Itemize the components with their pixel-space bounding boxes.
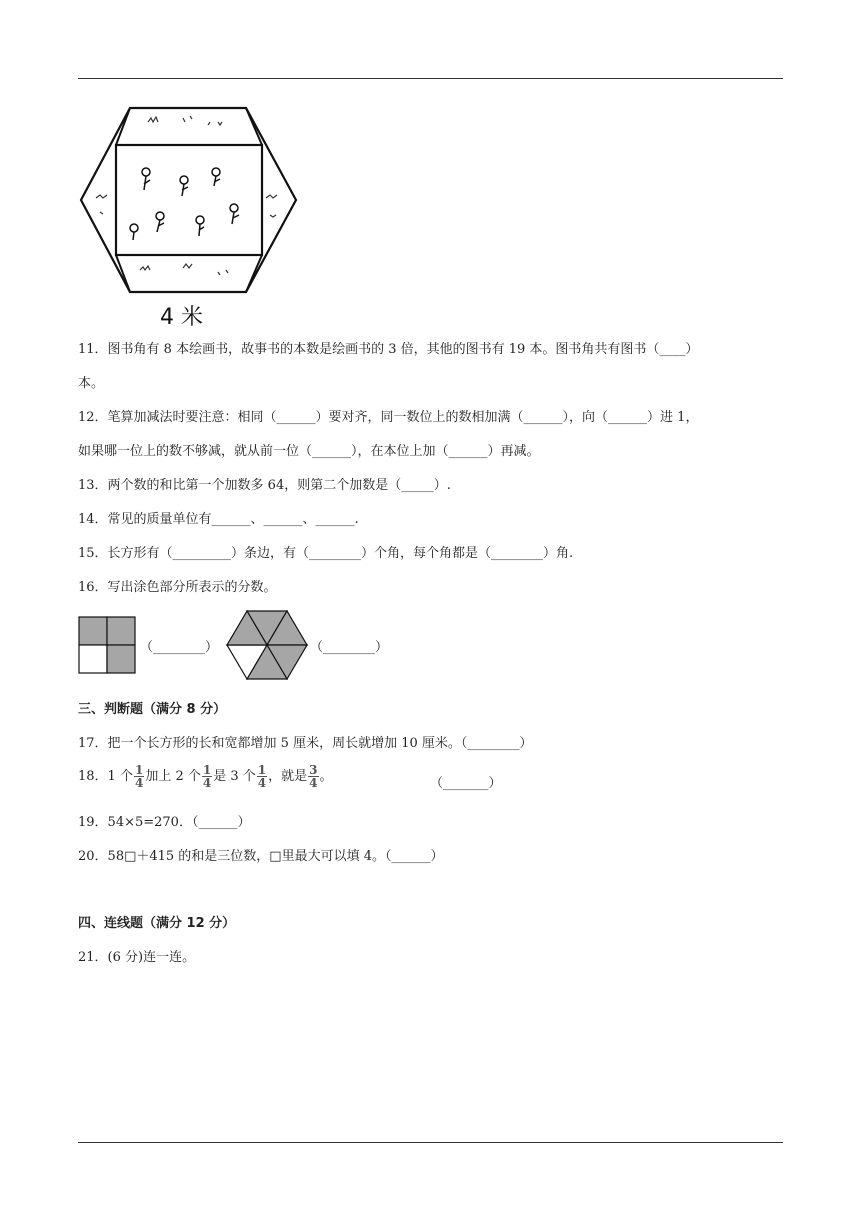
question-20: 20．58□＋415 的和是三位数，□里最大可以填 4。（______） — [78, 849, 444, 864]
question-16: 16．写出涂色部分所表示的分数。 — [78, 580, 277, 595]
q18-num: 18．1 个 — [78, 769, 133, 784]
question-18 — [78, 764, 333, 789]
q18-text1: 加上 2 个 — [145, 769, 201, 784]
fraction-b-denominator: 4 — [202, 776, 212, 790]
fraction-d-denominator: 4 — [309, 776, 318, 790]
fraction-b — [202, 764, 212, 789]
header-rule — [78, 78, 783, 79]
fraction-d-numerator: 3 — [309, 763, 318, 777]
question-19: 19．54×5=270．（______） — [78, 815, 251, 830]
question-17: 17．把一个长方形的长和宽都增加 5 厘米，周长就增加 10 厘米。（________） — [78, 736, 533, 751]
question-11-line1: 11．图书角有 8 本绘画书，故事书的本数是绘画书的 3 倍，其他的图书有 19 本。图书角共有图书（____） — [78, 342, 699, 357]
fraction-c-numerator: 1 — [257, 763, 267, 777]
hexagon-fraction-figure — [226, 610, 308, 680]
fraction-d — [308, 764, 318, 789]
question-15: 15．长方形有（_________）条边，有（________）个角，每个角都是（________）角. — [78, 546, 574, 561]
flower-marks — [130, 168, 239, 240]
question-14: 14．常见的质量单位有______、______、______. — [78, 512, 359, 527]
q18-text4: 。 — [319, 769, 333, 784]
question-12-line1: 12．笔算加减法时要注意：相同（______）要对齐，同一数位上的数相加满（______），向（______）进 1， — [78, 410, 699, 425]
section-4-heading: 四、连线题（满分 12 分） — [78, 916, 236, 931]
fraction-a — [134, 764, 144, 789]
question-21: 21．(6 分)连一连。 — [78, 950, 196, 965]
question-13: 13．两个数的和比第一个加数多 64，则第二个加数是（_____）. — [78, 478, 451, 493]
q16-blank-2: （________） — [310, 640, 389, 655]
footer-rule — [78, 1142, 783, 1143]
fraction-b-numerator: 1 — [202, 763, 212, 777]
q18-blank: （_______） — [430, 776, 502, 791]
q18-text3: ，就是 — [268, 769, 308, 784]
fraction-c — [257, 764, 267, 789]
grass-marks — [96, 116, 277, 275]
q16-blank-1: （________） — [140, 640, 219, 655]
question-11-line2: 本。 — [78, 376, 105, 391]
section-3-heading: 三、判断题（满分 8 分） — [78, 702, 227, 717]
figure-label: 4 米 — [160, 305, 203, 330]
fraction-a-numerator: 1 — [134, 763, 144, 777]
fraction-c-denominator: 4 — [257, 776, 267, 790]
q18-text2: 是 3 个 — [213, 769, 256, 784]
question-12-line2: 如果哪一位上的数不够减，就从前一位（______），在本位上加（______）再减。 — [78, 444, 540, 459]
square-fraction-figure — [78, 616, 136, 674]
hexagon-garden-figure — [78, 100, 300, 332]
fraction-a-denominator: 4 — [134, 776, 144, 790]
